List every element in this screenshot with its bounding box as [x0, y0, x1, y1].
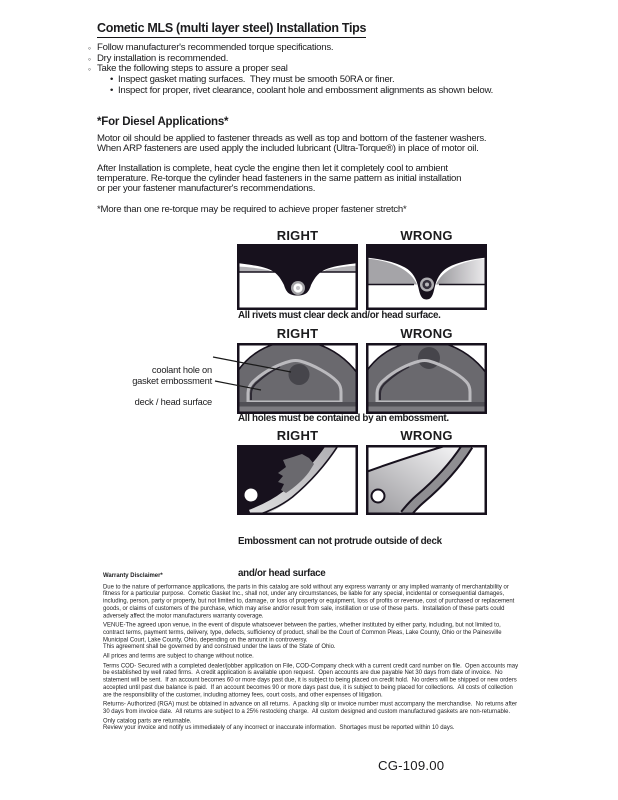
open-bullet-icon: ◦ — [88, 64, 91, 75]
list-item-text: Inspect for proper, rivet clearance, coolant hole and embossment alignments as shown below. — [118, 84, 494, 96]
list-item-text: Follow manufacturer's recommended torque specifications. — [97, 42, 334, 53]
warranty-disclaimer — [103, 572, 522, 734]
list-item-text: Dry installation is recommended. — [97, 52, 229, 64]
legal-paragraph: Review your invoice and notify us immediately of any incorrect or inaccurate information. Shortages must be reported within 10 days. — [103, 724, 455, 731]
open-bullet-icon: ◦ — [88, 43, 91, 53]
legal-paragraph: Due to the nature of performance applications, the parts in this catalog are sold without any express warranty or any implied warranty of merchantability or fitness for a particular purpose. Cometic Gasket Inc., shall not, under any circumstances, be liable for any special, incidental or consequential damages, including, person, party or property, but not limited to, damage, or loss of property or equipment, loss of profits or revenue, cost of purchased or replacement goods, or claims of customers of the purchase, which may arise and/or result from sale, instillation or use of these parts. Installation of these parts could adversely affect the motor manufacturers warranty coverage. — [103, 582, 517, 619]
diagram-protrude-right — [237, 445, 358, 515]
diagram3-right-header: RIGHT — [276, 428, 319, 443]
diagram-protrude-wrong — [366, 445, 487, 515]
list-item-text: Inspect gasket mating surfaces. They must be smooth 50RA or finer. — [118, 74, 395, 86]
paragraph-line: or per your fastener manufacturer's recommendations. — [97, 183, 316, 194]
filled-bullet-icon: • — [110, 84, 114, 96]
diagram2-caption: All holes must be contained by an embossment. — [238, 413, 449, 424]
diagram1-wrong-header: WRONG — [400, 228, 453, 243]
gasket-embossment-label: gasket embossment — [132, 376, 212, 386]
paragraph-motor-oil — [97, 134, 486, 154]
diagram3-wrong-header: WRONG — [400, 428, 453, 443]
legal-paragraph: VENUE-The agreed upon venue, in the event of dispute whatsoever between the parties, whether instituted by either party, including, but not limited to, contract terms, payment terms, delivery, type, defects, sufficiency of product, shall be the Court of Common Pleas, Lake County, Ohio or the Painesville Municipal Court, Lake County, Ohio, depending on the amount in controversy. — [103, 621, 504, 643]
open-bullet-icon: ◦ — [88, 53, 91, 64]
legal-heading: Warranty Disclaimer* — [103, 572, 163, 579]
diagram3-caption-line: and/or head surface — [238, 567, 326, 579]
paragraph-line: After Installation is complete, heat cycle the engine then let it completely cool to ambient — [97, 163, 448, 174]
section-heading-diesel: *For Diesel Applications* — [97, 116, 229, 128]
tips-list — [88, 43, 493, 97]
page-title: Cometic MLS (multi layer steel) Installation Tips — [97, 21, 366, 38]
diagram-rivet-wrong — [366, 244, 487, 310]
document-number: CG-109.00 — [378, 758, 445, 773]
diagram2-right-header: RIGHT — [276, 326, 319, 341]
coolant-hole-label-line: coolant hole on — [151, 365, 212, 376]
diagram3-caption-line: Embossment can not protrude outside of deck — [238, 536, 442, 547]
diagram-embossment-right — [237, 343, 358, 414]
paragraph-line: When ARP fasteners are used apply the included lubricant (Ultra-Torque®) in place of motor oil. — [97, 143, 479, 154]
diagram1-caption: All rivets must clear deck and/or head surface. — [238, 310, 441, 321]
list-item-text: Take the following steps to assure a proper seal — [97, 63, 288, 75]
paragraph-heat-cycle — [97, 164, 461, 194]
legal-paragraph: This agreement shall be governed by and construed under the laws of the State of Ohio. — [103, 643, 336, 650]
legal-paragraph: Terms COD- Secured with a completed dealer/jobber application on File, COD-Company check with a current credit card number on file. Open accounts may be established by well rated firms. A credit application is available upon request. Open accounts are due payable Net 30 days from date of invoice. No statement will be sent. If an account becomes 60 or more days past due, it is subject to being placed on credit hold. No orders will be shipped or new orders accepted until past due balance is paid. If an account becomes 90 or more days past due, it is subject to being placed for collections. All costs of collection are the responsibility of the customer, including attorney fees, court costs, and other expenses of litigation. — [103, 661, 520, 698]
diagram2-wrong-header: WRONG — [400, 326, 453, 341]
diagram-rivet-right — [237, 244, 358, 310]
paragraph-line: temperature. Re-torque the cylinder head fasteners in the same pattern as initial installation — [97, 173, 462, 184]
coolant-hole-label-line: deck / head surface — [134, 396, 212, 407]
paragraph-line: Motor oil should be applied to fastener threads as well as top and bottom of the fastener washers. — [97, 133, 487, 144]
legal-paragraph: Returns- Authorized (RGA) must be obtained in advance on all returns. A packing slip or invoice number must accompany the merchandise. No returns after 30 days from invoice date. All returns are subject to a 25% restocking charge. All custom designed and custom manufactured gaskets are non-returnable. — [103, 700, 519, 715]
filled-bullet-icon: • — [110, 74, 114, 86]
list-item — [110, 86, 493, 97]
legal-paragraph: All prices and terms are subject to change without notice. — [103, 652, 254, 660]
legal-paragraph: Only catalog parts are returnable. — [103, 717, 192, 724]
diagram1-right-header: RIGHT — [276, 228, 319, 243]
retorque-note: *More than one re-torque may be required to achieve proper fastener stretch* — [97, 204, 407, 215]
diagram-embossment-wrong — [366, 343, 487, 414]
